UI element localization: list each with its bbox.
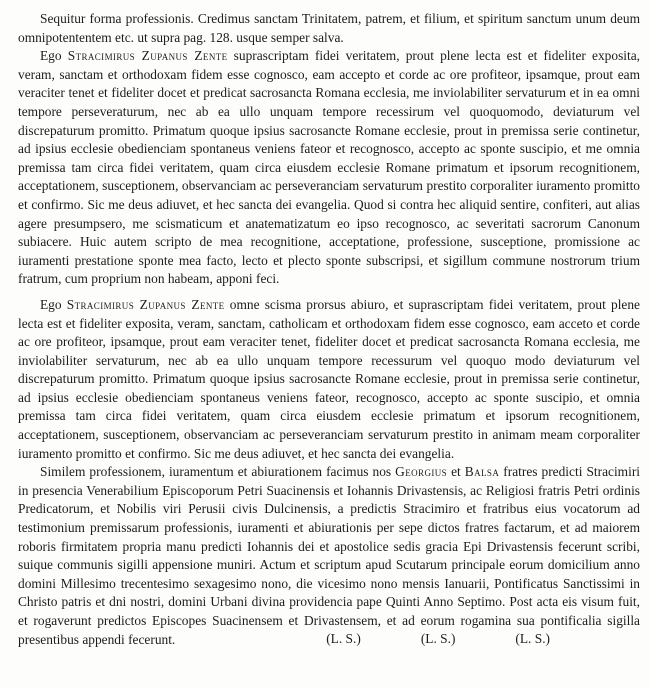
paragraph-forma-professionis (18, 10, 640, 47)
text-run: Ego (40, 48, 68, 64)
text-run: fratres predicti Stracimiri in presencia Venerabilium Episcoporum Petri Suacinensis et Iohannis Drivastensis, ac Religiosi fratris Petri ordinis Predicatorum, et Nobilis viri Perusii civis Dulcinensis, a predictis Stracimiro et fratribus eius vocatorum ad testimonium premissarum professionis, iuramenti et abiurationis per sepe dictos fratres factarum, et ad maiorem roboris firmitatem propria manu predicti Iohannis dei et apostolice sedis gracia Epi Drivastensis fecerunt scribi, suique communis sigilli appensione muniri. Actum et scriptum apud Scutarum principale eorum domicilium anno domini Millesimo trecentesimo sexagesimo nono, die vicesimo nono mensis Ianuarii, Pontificatus Sanctissimi in Christo patris et dni nostri, domini Urbani divina providencia pape Quinti Anno Septimo. Post acta eis visum fuit, et rogaverunt predictos Episcopes Suacinensem et Drivastensem, et ad eorum rogamina sua pontificalia sigilla presentibus appendi fecerunt. (18, 464, 640, 647)
paragraph-abiuratio-stracimiri (18, 296, 640, 463)
text-run: omne scisma prorsus abiuro, et suprascriptam fidei veritatem, prout plene lecta est et fideliter exposita, veram, sanctam, catholicam et orthodoxam fidem esse cognosco, eam acceto et corde ac ore profiteor, ipsamque, prout eam veraciter tenet, fideliter docet et predicat sacrosancta Romana ecclesia, me inviolabiliter servaturum, nec ab ea ullo unquam tempore recessurum vel quoquo modo deviaturum vel discrepaturum promitto. Primatum quoque ipsius sacrosancte Romane ecclesie, prout in premissa serie continetur, ad ipsius ecclesie obedienciam spontaneus veniens fateor, recognosco, accepto ac sponte suscipio, et omnia premissa tam circa fidei veritatem, quam circa eiusdem ecclesie primatum et ipsorum recognitionem, acceptationem, susceptionem, observanciam ac perseveranciam servaturum prestito in animam meam corporaliter iuramento promitto et confirmo. Sic me deus adiuvet, et hec sancta dei evangelia. (18, 296, 640, 461)
paragraph-testimonium (18, 463, 640, 649)
seal-mark-1: (L. S.) (326, 631, 361, 647)
paragraph-professio-stracimiri (18, 47, 640, 289)
text-run: Similem professionem, iuramentum et abiurationem facimus nos (40, 464, 396, 480)
document-body (18, 10, 640, 649)
proper-name: Georgius (395, 464, 448, 480)
seal-mark-3: (L. S.) (515, 631, 550, 647)
proper-name: Stracimirus Zupanus Zente (66, 296, 225, 312)
seal-mark-2: (L. S.) (420, 631, 456, 647)
proper-name: Stracimirus Zupanus Zente (67, 48, 228, 64)
text-run: suprascriptam fidei veritatem, prout plene lecta est et fideliter exposita, veram, sanctam et orthodoxam fidem esse cognosco, eam accepto et corde ac ore profiteor, ipsamque, prout eam veraciter tenet et fideliter docet et predicat sacrosancta Romana ecclesia, me inviolabiliter servaturum et in ea omni tempore perseveraturum, nec ab ea ullo unquam tempore recessirum vel quoquomodo, deviaturum vel discrepaturum promitto. Primatum quoque ipsius sacrosancte Romane ecclesie, prout in premissa serie continetur, ad ipsius ecclesie obedienciam spontaneus veniens fateor et recognosco, accepto ac sponte suscipio, et me omnia premissa tam circa fidei veritatem, quam circa eiusdem ecclesie Romane primatum et ipsorum recognitionem, acceptationem, susceptionem, observanciam ac perseveranciam servaturum prestito corporaliter iuramento promitto et confirmo. Sic me deus adiuvet, et hec sancta dei evangelia. Quod si contra hec aliquid sentire, confiteri, aut alias agere presumpsero, me scismaticum et anatematizatum eo ipso recognosco, ac severitati sacrorum Canonum subiacere. Huic autem scripto de mea recognitione, acceptatione, professione, susceptione, promissione ac iuramenti prestatione sponte mea facto, lecto et plecto sponte subscripsi, et sigillum commune nostrorum trium fratrum, cum proprium non habeam, apponi feci. (18, 48, 641, 287)
text-run: Ego (40, 296, 67, 312)
proper-name: Balsa (464, 464, 500, 480)
text-run: et (447, 464, 465, 480)
text-run: Sequitur forma professionis. Credimus sanctam Trinitatem, patrem, et filium, et spiritum sanctum unum deum omnipotententem etc. ut supra pag. 128. usque semper salva. (18, 11, 640, 45)
